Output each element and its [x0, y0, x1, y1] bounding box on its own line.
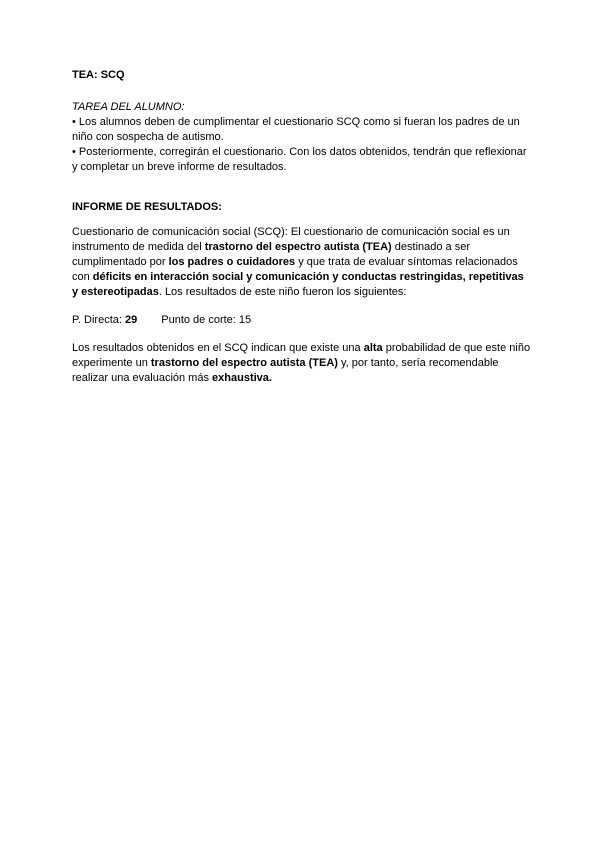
direct-score-label: P. Directa: — [72, 314, 125, 326]
p1-bold-deficits: déficits en interacción social y comunicación y conductas restringidas, repetitivas y estereotipadas — [72, 271, 524, 298]
p1-text-e: y que trata de evaluar síntomas relacionados con — [72, 256, 518, 283]
p2-text-e: y, por tanto, sería recomendable realizar una evaluación más — [72, 357, 499, 384]
task-bullet-2: • Posteriormente, corregirán el cuestionario. Con los datos obtenidos, tendrán que reflexionar y completar un breve informe de resultados. — [72, 146, 527, 173]
report-heading: INFORME DE RESULTADOS: — [72, 201, 222, 213]
report-paragraph-2 — [72, 341, 532, 386]
p1-text-g: . Los resultados de este niño fueron los siguientes: — [158, 286, 407, 298]
p2-text-c: probabilidad de que este niño experimente un — [72, 342, 531, 369]
p2-bold-tea: trastorno del espectro autista (TEA) — [150, 357, 338, 369]
p1-text-a: Cuestionario de comunicación social (SCQ): El cuestionario de comunicación social es un instrumento de medida del — [72, 226, 510, 253]
p2-bold-high: alta — [363, 342, 383, 354]
scores-line — [72, 313, 532, 328]
cutoff-score: Punto de corte: 15 — [161, 314, 252, 326]
p1-bold-tea: trastorno del espectro autista (TEA) — [204, 241, 392, 253]
direct-score-value: 29 — [125, 314, 138, 326]
p1-text-c: destinado a ser cumplimentado por — [72, 241, 471, 268]
p2-text-a: Los resultados obtenidos en el SCQ indican que existe una — [72, 342, 364, 354]
task-label: TAREA DEL ALUMNO: — [72, 101, 185, 113]
document-title: TEA: SCQ — [72, 69, 125, 81]
report-paragraph-1 — [72, 225, 532, 300]
document-page — [72, 68, 532, 386]
task-bullet-1: • Los alumnos deben de cumplimentar el cuestionario SCQ como si fueran los padres de un niño con sospecha de autismo. — [72, 116, 520, 143]
p1-bold-parents: los padres o cuidadores — [168, 256, 296, 268]
p2-bold-exhaustive: exhaustiva. — [212, 372, 272, 384]
